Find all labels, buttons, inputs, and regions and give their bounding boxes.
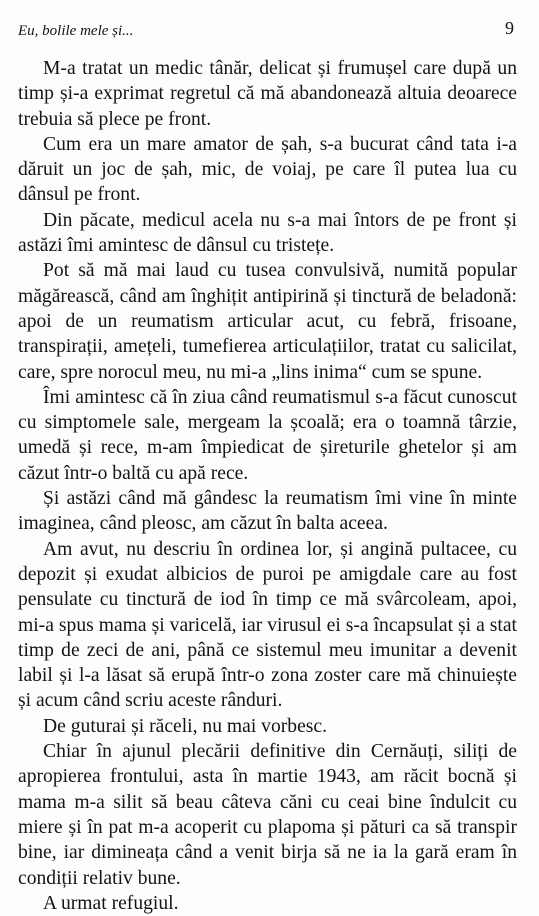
paragraph: Chiar în ajunul plecării definitive din Cernăuți, siliți de apropierea frontului, asta în martie 1943, am răcit bocnă și mama m-a silit să beau câteva căni cu ceai bine îndulcit cu miere și în pat m-a acoperit cu plapoma și pături ca să transpir bine, iar dimineața când a venit birja să ne ia la gară eram în condiții relativ bune. <box>18 741 517 889</box>
paragraph: Și astăzi când mă gândesc la reumatism îmi vine în minte imaginea, când pleosc, am căzut în balta aceea. <box>18 488 517 535</box>
running-title: Eu, bolile mele și... <box>18 23 134 39</box>
paragraph: De guturai și răceli, nu mai vorbesc. <box>43 715 328 737</box>
paragraph: Din păcate, medicul acela nu s-a mai întors de pe front și astăzi îmi amintesc de dânsul cu tristețe. <box>18 209 517 257</box>
paragraph: A urmat refugiul. <box>43 892 179 914</box>
paragraph: Am avut, nu descriu în ordinea lor, și angină pultacee, cu depozit și exudat albicios de puroi pe amigdale care au fost pensulate cu tinctură de iod în timp ce mă svârcoleam, apoi, mi-a spus mama și varicelă, iar virusul ei s-a încapsulat și a stat timp de zeci de ani, până ce sistemul meu imunitar a devenit labil și l-a lăsat să erupă într-o zona zoster care mă chinuiește și acum când scriu aceste rânduri. <box>18 538 517 712</box>
paragraph: Cum era un mare amator de șah, s-a bucurat când tata i-a dăruit un joc de șah, mic, de voiaj, pe care îl putea lua cu dânsul pe front. <box>18 133 517 206</box>
paragraph: Pot să mă mai laud cu tusea convulsivă, numită popular măgărească, când am înghițit antipirină și tinctură de beladonă: apoi de un reumatism articular acut, cu febră, frisoane, transpirații, amețeli, tumefierea articulațiilor, tratat cu salicilat, care, spre norocul meu, nu mi-a „lins inima“ cum se spune. <box>18 260 517 383</box>
page-number: 9 <box>505 18 514 38</box>
body-text <box>18 56 517 916</box>
paragraph: M-a tratat un medic tânăr, delicat și frumușel care după un timp și-a exprimat regretul că mă abandonează altuia deoarece trebuia să plece pe front. <box>18 58 517 130</box>
paragraph: Îmi amintesc că în ziua când reumatismul s-a făcut cunoscut cu simptomele sale, mergeam la școală; era o toamnă târzie, umedă și rece, m-am împiedicat de șireturile ghetelor și am căzut într-o baltă cu apă rece. <box>18 386 517 484</box>
